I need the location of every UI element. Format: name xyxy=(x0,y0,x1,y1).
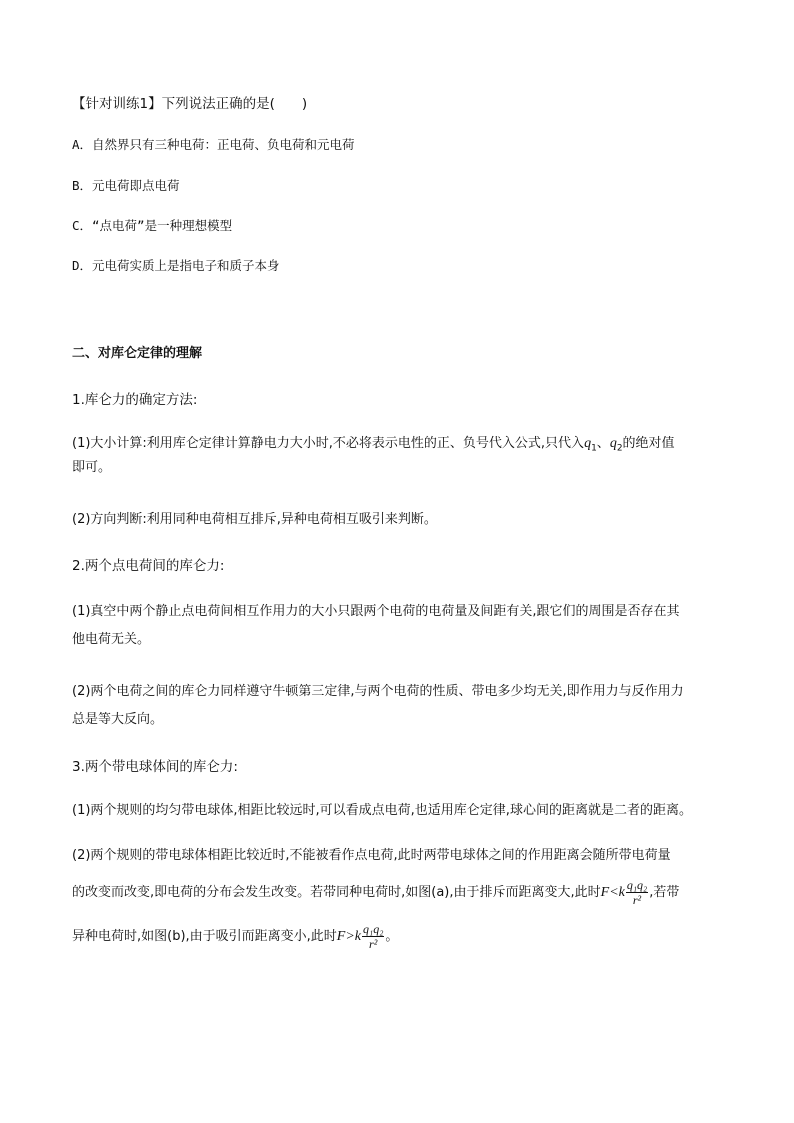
p2-title: 2.两个点电荷间的库仑力: xyxy=(72,558,225,574)
p1-a-line2: 即可。 xyxy=(72,460,112,475)
p3-b-line3: 异种电荷时,如图(b),由于吸引而距离变小,此时F>k $\frac{\text{q₁q₂}}{\text{r²}}$ 。 xyxy=(72,922,399,951)
formula-less: F<k xyxy=(600,885,625,900)
option-c: C．“点电荷”是一种理想模型 xyxy=(72,218,233,233)
option-d: D．元电荷实质上是指电子和质子本身 xyxy=(72,258,280,273)
section-heading: 二、对库仑定律的理解 xyxy=(72,346,203,361)
p2-a-line1: (1)真空中两个静止点电荷间相互作用力的大小只跟两个电荷的电荷量及间距有关,跟它们的周围是否存在其 xyxy=(72,604,680,619)
p3-b-line2: 的改变而改变,即电荷的分布会发生改变。若带同种电荷时,如图(a),由于排斥而距离变大,此时F<k $\frac{\text{q₁q₂}}{\text{r²}}$ ,若带 xyxy=(72,878,680,907)
p3-b-line1: (2)两个规则的带电球体相距比较近时,不能被看作点电荷,此时两带电球体之间的作用距离会随所带电荷量 xyxy=(72,848,671,863)
p3-a: (1)两个规则的均匀带电球体,相距比较远时,可以看成点电荷,也适用库仑定律,球心间的距离就是二者的距离。 xyxy=(72,803,692,818)
p1-title: 1.库仑力的确定方法: xyxy=(72,392,198,408)
p1-b: (2)方向判断:利用同种电荷相互排斥,异种电荷相互吸引来判断。 xyxy=(72,512,437,527)
formula-fraction-2: $\frac{\text{q₁q₂}}{\text{r²}}$ xyxy=(363,922,384,951)
formula-fraction-1: $\frac{\text{q₁q₂}}{\text{r²}}$ xyxy=(626,878,648,907)
option-b: B．元电荷即点电荷 xyxy=(72,178,180,193)
practice-question: 【针对训练1】下列说法正确的是( ) xyxy=(72,96,308,112)
p1-a-line1: (1)大小计算:利用库仑定律计算静电力大小时,不必将表示电性的正、负号代入公式,只代入$q_1$、$q_2$的绝对值 xyxy=(72,436,675,454)
p2-b-line1: (2)两个电荷之间的库仑力同样遵守牛顿第三定律,与两个电荷的性质、带电多少均无关,即作用力与反作用力 xyxy=(72,684,684,699)
formula-greater: F>k xyxy=(336,929,362,944)
option-a: A．自然界只有三种电荷：正电荷、负电荷和元电荷 xyxy=(72,137,355,152)
p2-b-line2: 总是等大反向。 xyxy=(72,712,164,727)
p2-a-line2: 他电荷无关。 xyxy=(72,632,151,647)
p3-title: 3.两个带电球体间的库仑力: xyxy=(72,759,238,775)
